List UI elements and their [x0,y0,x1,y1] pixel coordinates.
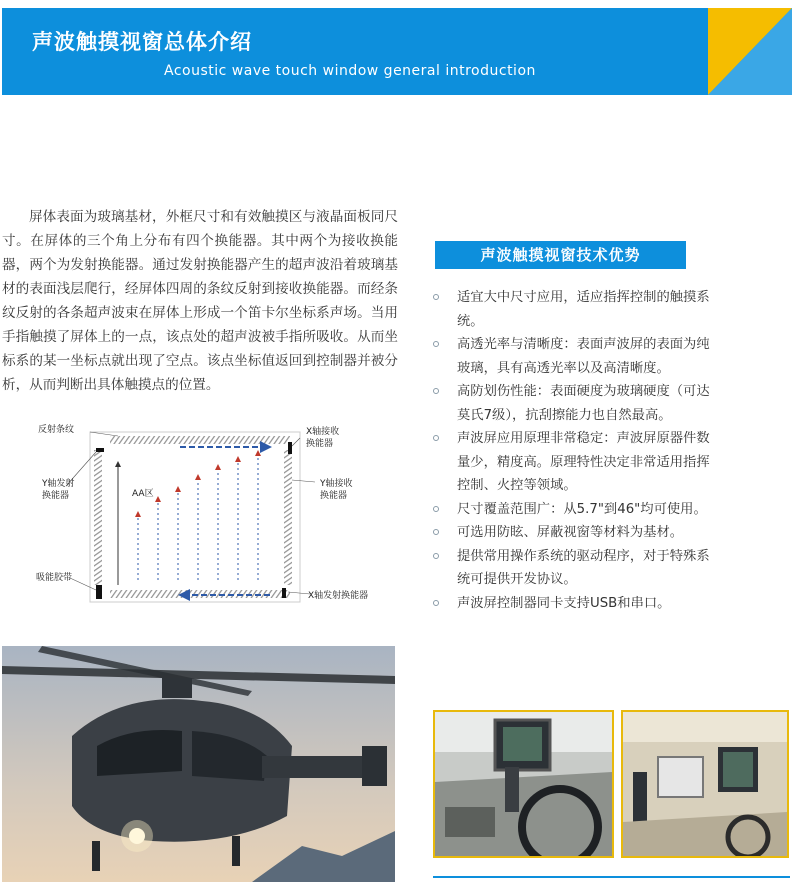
bottom-reflect-strip [110,590,290,598]
bullet-icon [433,521,441,545]
top-reflect-strip [110,436,290,444]
absorber-tape [96,585,102,599]
list-item: 尺寸覆盖范围广：从5.7"到46"均可使用。 [433,498,713,522]
right-reflect-strip [284,450,292,585]
helicopter-photo [2,646,395,882]
corner-decoration [708,8,792,95]
label-y-emitter-1: Y轴发射 [42,479,75,489]
list-item: 提供常用操作系统的驱动程序，对于特殊系统可提供开发协议。 [433,545,713,592]
list-item: 声波屏应用原理非常稳定：声波屏原器件数量少，精度高。原理特性决定非常适用指挥控制、火控等领域。 [433,427,713,498]
bullet-icon [433,498,441,522]
x-receiver-transducer [288,442,292,454]
touch-principle-diagram [30,420,410,620]
y-emitter-transducer [96,448,104,452]
bullet-icon [433,286,441,310]
x-emitter-transducer [282,588,286,598]
intro-paragraph: 屏体表面为玻璃基材，外框尺寸和有效触摸区与液晶面板同尺寸。在屏体的三个角上分布有四个换能器。其中两个为接收换能器，两个为发射换能器。通过发射换能器产生的超声波沿着玻璃基材的表面浅层爬行，经屏体四周的条纹反射到接收换能器。而经条纹反射的各条超声波束在屏体上形成一个笛卡尔坐标系声场。当用手指触摸了屏体上的一点，该点处的超声波被手指所吸收。从而坐标系的某一坐标点就出现了空点。该点坐标值返回到控制器并被分析，从而判断出具体触摸点的位置。 [2,209,398,393]
left-reflect-strip [94,450,102,585]
advantages-list [433,286,713,615]
label-y-receiver-1: Y轴接收 [320,479,353,489]
vehicle-cockpit-photo [433,710,614,858]
page-title: 声波触摸视窗总体介绍 [32,30,252,54]
header-banner [2,8,792,95]
list-item: 高透光率与清晰度：表面声波屏的表面为纯玻璃，具有高透光率以及高清晰度。 [433,333,713,380]
label-absorber-tape: 吸能胶带 [36,573,73,583]
label-x-emitter: X轴发射换能器 [308,591,369,601]
label-y-emitter-2: 换能器 [42,491,70,501]
bullet-icon [433,380,441,404]
label-aa-area: AA区 [132,489,154,499]
list-item: 声波屏控制器同卡支持USB和串口。 [433,592,713,616]
bullet-icon [433,427,441,451]
list-item: 可选用防眩、屏蔽视窗等材料为基材。 [433,521,713,545]
vehicle-interior-photo [621,710,789,858]
label-reflect-strips: 反射条纹 [38,425,75,435]
bottom-divider [433,876,790,878]
bullet-icon [433,545,441,569]
label-x-receiver-2: 换能器 [306,439,334,449]
screen-frame [90,432,300,602]
list-item: 高防划伤性能：表面硬度为玻璃硬度（可达莫氏7级），抗刮擦能力也自然最高。 [433,380,713,427]
bullet-icon [433,333,441,357]
advantages-title: 声波触摸视窗技术优势 [435,241,686,269]
page-subtitle: Acoustic wave touch window general introduction [164,63,536,79]
label-x-receiver-1: X轴接收 [306,427,340,437]
bullet-icon [433,592,441,616]
label-y-receiver-2: 换能器 [320,491,348,501]
list-item: 适宜大中尺寸应用，适应指挥控制的触摸系统。 [433,286,713,333]
